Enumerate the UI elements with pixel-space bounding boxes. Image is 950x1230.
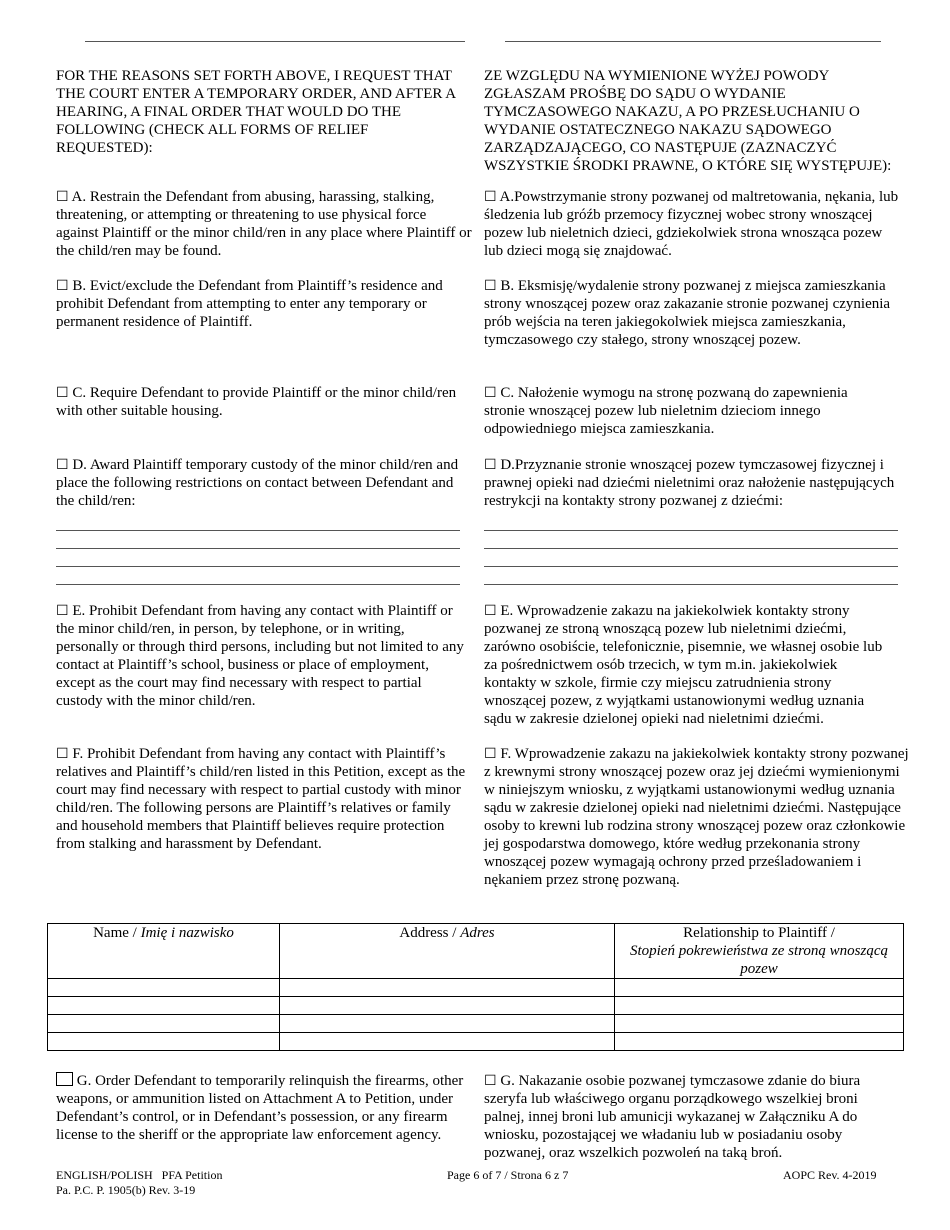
- restriction-line-pl-1[interactable]: [484, 530, 898, 531]
- checkbox-b-en[interactable]: ☐: [56, 278, 69, 294]
- restriction-line-pl-4[interactable]: [484, 584, 898, 585]
- col-relationship-header: Relationship to Plaintiff / Stopień pokrewieństwa ze stroną wnoszącą pozew: [615, 924, 904, 979]
- item-b-polish: [484, 277, 909, 349]
- item-c-english: [56, 384, 466, 420]
- item-a-pl-text: A.Powstrzymanie strony pozwanej od maltretowania, nękania, lub śledzenia lub gróźb przemocy fizycznej wobec strony wnoszącej pozew lub nieletnich dzieci, gdziekolwiek strona wnosząca pozew lub dzieci mogą się znajdować.: [484, 189, 899, 259]
- item-g-english: [56, 1072, 468, 1144]
- checkbox-e-pl[interactable]: ☐: [484, 603, 497, 619]
- item-g-polish: [484, 1072, 884, 1162]
- restriction-line-en-3[interactable]: [56, 566, 460, 567]
- footer-form-name: ENGLISH/POLISH PFA Petition: [56, 1168, 223, 1182]
- checkbox-d-pl[interactable]: ☐: [484, 457, 497, 473]
- checkbox-f-pl[interactable]: ☐: [484, 746, 497, 762]
- checkbox-c-pl[interactable]: ☐: [484, 385, 497, 401]
- item-d-polish: [484, 456, 906, 510]
- col-name-header: Name / Imię i nazwisko: [48, 924, 280, 979]
- table-row: [48, 1033, 904, 1051]
- header-polish: ZE WZGLĘDU NA WYMIENIONE WYŻEJ POWODY ZGŁASZAM PROŚBĘ DO SĄDU O WYDANIE TYMCZASOWEGO NAKAZU, A PO PRZESŁUCHANIU O WYDANIE OSTATECZNEGO NAKAZU SĄDOWEGO ZARZĄDZAJĄCEGO, CO NASTĘPUJE (ZAZNACZYĆ WSZYSTKIE ŚRODKI PRAWNE, O KTÓRE SIĘ WYSTĘPUJE):: [484, 68, 892, 174]
- footer-page-number: Page 6 of 7 / Strona 6 z 7: [447, 1168, 569, 1182]
- item-d-english: [56, 456, 472, 510]
- table-cell-address[interactable]: [280, 1033, 615, 1051]
- header-english: FOR THE REASONS SET FORTH ABOVE, I REQUEST THAT THE COURT ENTER A TEMPORARY ORDER, AND AFTER A HEARING, A FINAL ORDER THAT WOULD DO THE FOLLOWING (CHECK ALL FORMS OF RELIEF REQUESTED):: [56, 68, 456, 156]
- item-c-polish: [484, 384, 884, 438]
- item-f-pl-text: F. Wprowadzenie zakazu na jakiekolwiek kontakty strony pozwanej z krewnymi strony wnoszącej pozew oraz jej dziećmi wymienionymi w niniejszym wniosku, z wyjątkami ustanowionymi według uznania sądu w zakresie dzielonej opieki nad nieletnimi dziećmi. Następujące osoby to krewni lub rodzina strony wnoszącej pozew oraz członkowie jej gospodarstwa domowego, które według przekonania strony wnoszącej pozew wymagają ochrony przed prześladowaniem i nękaniem przez stronę pozwaną.: [484, 746, 909, 888]
- top-rule-right: [505, 41, 881, 42]
- table-cell-relationship[interactable]: [615, 1015, 904, 1033]
- item-d-en-text: D. Award Plaintiff temporary custody of the minor child/ren and place the following restrictions on contact between Defendant and the child/ren:: [56, 457, 459, 509]
- col-address-header: Address / Adres: [280, 924, 615, 979]
- checkbox-a-pl[interactable]: ☐: [484, 189, 497, 205]
- checkbox-g-en[interactable]: [56, 1072, 73, 1086]
- table-cell-relationship[interactable]: [615, 979, 904, 997]
- table-cell-relationship[interactable]: [615, 1033, 904, 1051]
- item-g-pl-text: G. Nakazanie osobie pozwanej tymczasowe zdanie do biura szeryfa lub właściwego organu porządkowego wszelkiej broni palnej, innej broni lub amunicji wykazanej w Załączniku A do wniosku, pozostającej we władaniu lub w posiadaniu osoby pozwanej, oraz wszelkich pozwoleń na taką broń.: [484, 1073, 861, 1161]
- item-e-pl-text: E. Wprowadzenie zakazu na jakiekolwiek kontakty strony pozwanej ze stroną wnoszącą pozew lub nieletnimi dziećmi, zarówno osobiście, telefonicznie, pisemnie, we własnej osobie lub za pośrednictwem osób trzecich, w tym m.in. jakiekolwiek kontakty w szkole, firmie czy miejscu zatrudnienia strony wnoszącej pozew, z wyjątkami ustanowionymi według uznania sądu w zakresie dzielonej opieki nad nieletnimi dziećmi.: [484, 603, 883, 727]
- item-f-polish: [484, 745, 909, 889]
- footer-revision: AOPC Rev. 4-2019: [783, 1168, 877, 1182]
- restriction-line-en-4[interactable]: [56, 584, 460, 585]
- restriction-line-pl-3[interactable]: [484, 566, 898, 567]
- footer-rule-ref: Pa. P.C. P. 1905(b) Rev. 3-19: [56, 1183, 196, 1197]
- item-b-en-text: B. Evict/exclude the Defendant from Plaintiff’s residence and prohibit Defendant from attempting to enter any temporary or permanent residence of Plaintiff.: [56, 278, 443, 330]
- item-e-polish: [484, 602, 892, 728]
- table-row: [48, 997, 904, 1015]
- table-cell-name[interactable]: [48, 997, 280, 1015]
- checkbox-c-en[interactable]: ☐: [56, 385, 69, 401]
- checkbox-d-en[interactable]: ☐: [56, 457, 69, 473]
- table-cell-name[interactable]: [48, 979, 280, 997]
- item-f-english: [56, 745, 468, 853]
- table-cell-address[interactable]: [280, 997, 615, 1015]
- table-header-row: [48, 924, 904, 979]
- table-cell-name[interactable]: [48, 1015, 280, 1033]
- checkbox-f-en[interactable]: ☐: [56, 746, 69, 762]
- checkbox-a-en[interactable]: ☐: [56, 189, 69, 205]
- item-a-polish: [484, 188, 904, 260]
- item-e-en-text: E. Prohibit Defendant from having any contact with Plaintiff or the minor child/ren, in person, by telephone, or in writing, personally or through third persons, including but not limited to any contact at Plaintiff’s school, business or place of employment, except as the court may find necessary with respect to partial custody with the minor child/ren.: [56, 603, 464, 709]
- item-g-en-text: G. Order Defendant to temporarily relinquish the firearms, other weapons, or ammunition listed on Attachment A to Petition, under Defendant’s control, or in Defendant’s possession, or any firearm license to the sheriff or the appropriate law enforcement agency.: [56, 1073, 464, 1143]
- restriction-line-pl-2[interactable]: [484, 548, 898, 549]
- item-d-pl-text: D.Przyznanie stronie wnoszącej pozew tymczasowej fizycznej i prawnej opieki nad dziećmi nieletnimi oraz nałożenie następujących restrykcji na kontakty strony pozwanej z dziećmi:: [484, 457, 895, 509]
- table-cell-relationship[interactable]: [615, 997, 904, 1015]
- top-rule-left: [85, 41, 465, 42]
- relatives-table: [47, 923, 904, 1051]
- item-b-pl-text: B. Eksmisję/wydalenie strony pozwanej z miejsca zamieszkania strony wnoszącej pozew oraz zakazanie stronie pozwanej czynienia prób wejścia na teren jakiegokolwiek miejsca zamieszkania, tymczasowego czy stałego, strony wnoszącej pozew.: [484, 278, 891, 348]
- table-row: [48, 1015, 904, 1033]
- restriction-line-en-1[interactable]: [56, 530, 460, 531]
- item-a-english: [56, 188, 472, 260]
- checkbox-g-pl[interactable]: ☐: [484, 1073, 497, 1089]
- table-cell-address[interactable]: [280, 1015, 615, 1033]
- item-c-pl-text: C. Nałożenie wymogu na stronę pozwaną do zapewnienia stronie wnoszącej pozew lub nieletnim dzieciom innego odpowiedniego miejsca zamieszkania.: [484, 385, 848, 437]
- item-f-en-text: F. Prohibit Defendant from having any contact with Plaintiff’s relatives and Plaintiff’s child/ren listed in this Petition, except as the court may find necessary with respect to partial custody with minor child/ren. The following persons are Plaintiff’s relatives or family and household members that Plaintiff believes require protection from stalking and harassment by Defendant.: [56, 746, 466, 852]
- item-b-english: [56, 277, 472, 331]
- table-row: [48, 979, 904, 997]
- table-cell-address[interactable]: [280, 979, 615, 997]
- item-e-english: [56, 602, 470, 710]
- item-a-en-text: A. Restrain the Defendant from abusing, harassing, stalking, threatening, or attempting or threatening to use physical force against Plaintiff or the minor child/ren in any place where Plaintiff or the child/ren may be found.: [56, 189, 472, 259]
- item-c-en-text: C. Require Defendant to provide Plaintiff or the minor child/ren with other suitable housing.: [56, 385, 457, 419]
- checkbox-b-pl[interactable]: ☐: [484, 278, 497, 294]
- restriction-line-en-2[interactable]: [56, 548, 460, 549]
- table-cell-name[interactable]: [48, 1033, 280, 1051]
- checkbox-e-en[interactable]: ☐: [56, 603, 69, 619]
